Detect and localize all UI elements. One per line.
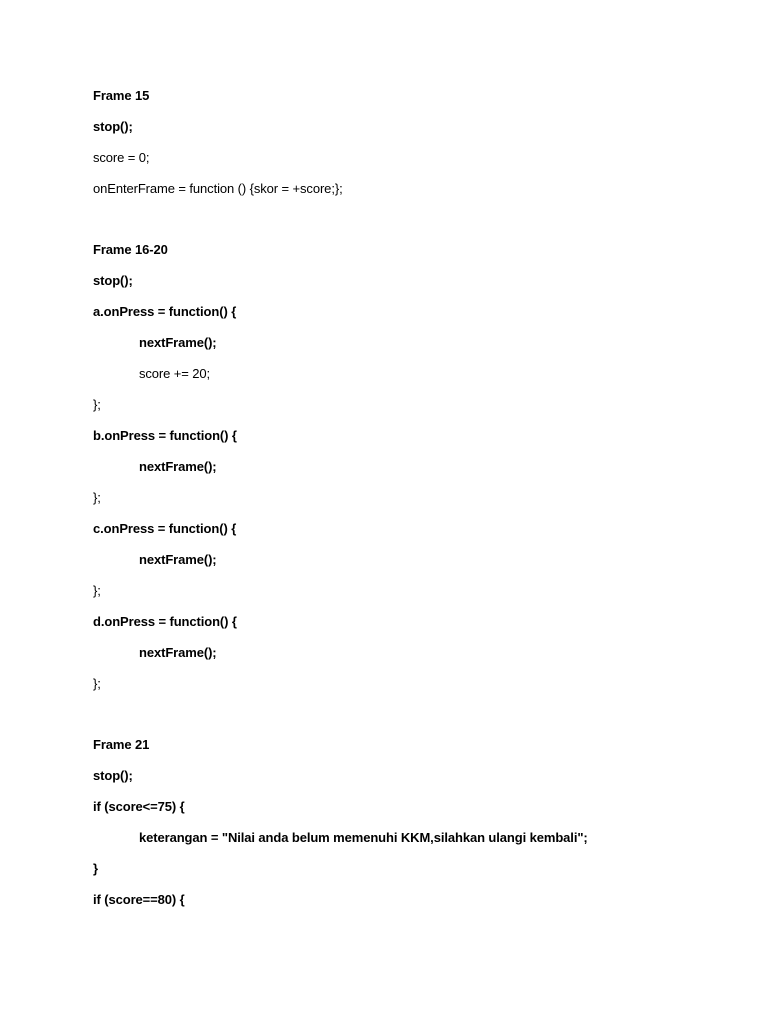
code-line: }	[93, 861, 98, 876]
section-heading-frame-21: Frame 21	[93, 737, 150, 752]
code-line: onEnterFrame = function () {skor = +score;};	[93, 181, 343, 196]
code-line: if (score<=75) {	[93, 799, 185, 814]
code-line: if (score==80) {	[93, 892, 185, 907]
code-line: c.onPress = function() {	[93, 521, 237, 536]
code-line: nextFrame();	[139, 645, 217, 660]
code-line: nextFrame();	[139, 335, 217, 350]
code-line: nextFrame();	[139, 459, 217, 474]
section-heading-frame-15: Frame 15	[93, 88, 150, 103]
code-line: };	[93, 397, 101, 412]
code-line: };	[93, 676, 101, 691]
code-line: d.onPress = function() {	[93, 614, 237, 629]
code-line: nextFrame();	[139, 552, 217, 567]
section-heading-frame-16-20: Frame 16-20	[93, 242, 168, 257]
code-line: stop();	[93, 119, 133, 134]
code-line: stop();	[93, 768, 133, 783]
code-line: stop();	[93, 273, 133, 288]
code-line: };	[93, 583, 101, 598]
code-line: score = 0;	[93, 150, 150, 165]
code-line: keterangan = "Nilai anda belum memenuhi KKM,silahkan ulangi kembali";	[139, 830, 588, 845]
code-line: score += 20;	[139, 366, 211, 381]
code-line: b.onPress = function() {	[93, 428, 237, 443]
code-line: a.onPress = function() {	[93, 304, 237, 319]
code-line: };	[93, 490, 101, 505]
